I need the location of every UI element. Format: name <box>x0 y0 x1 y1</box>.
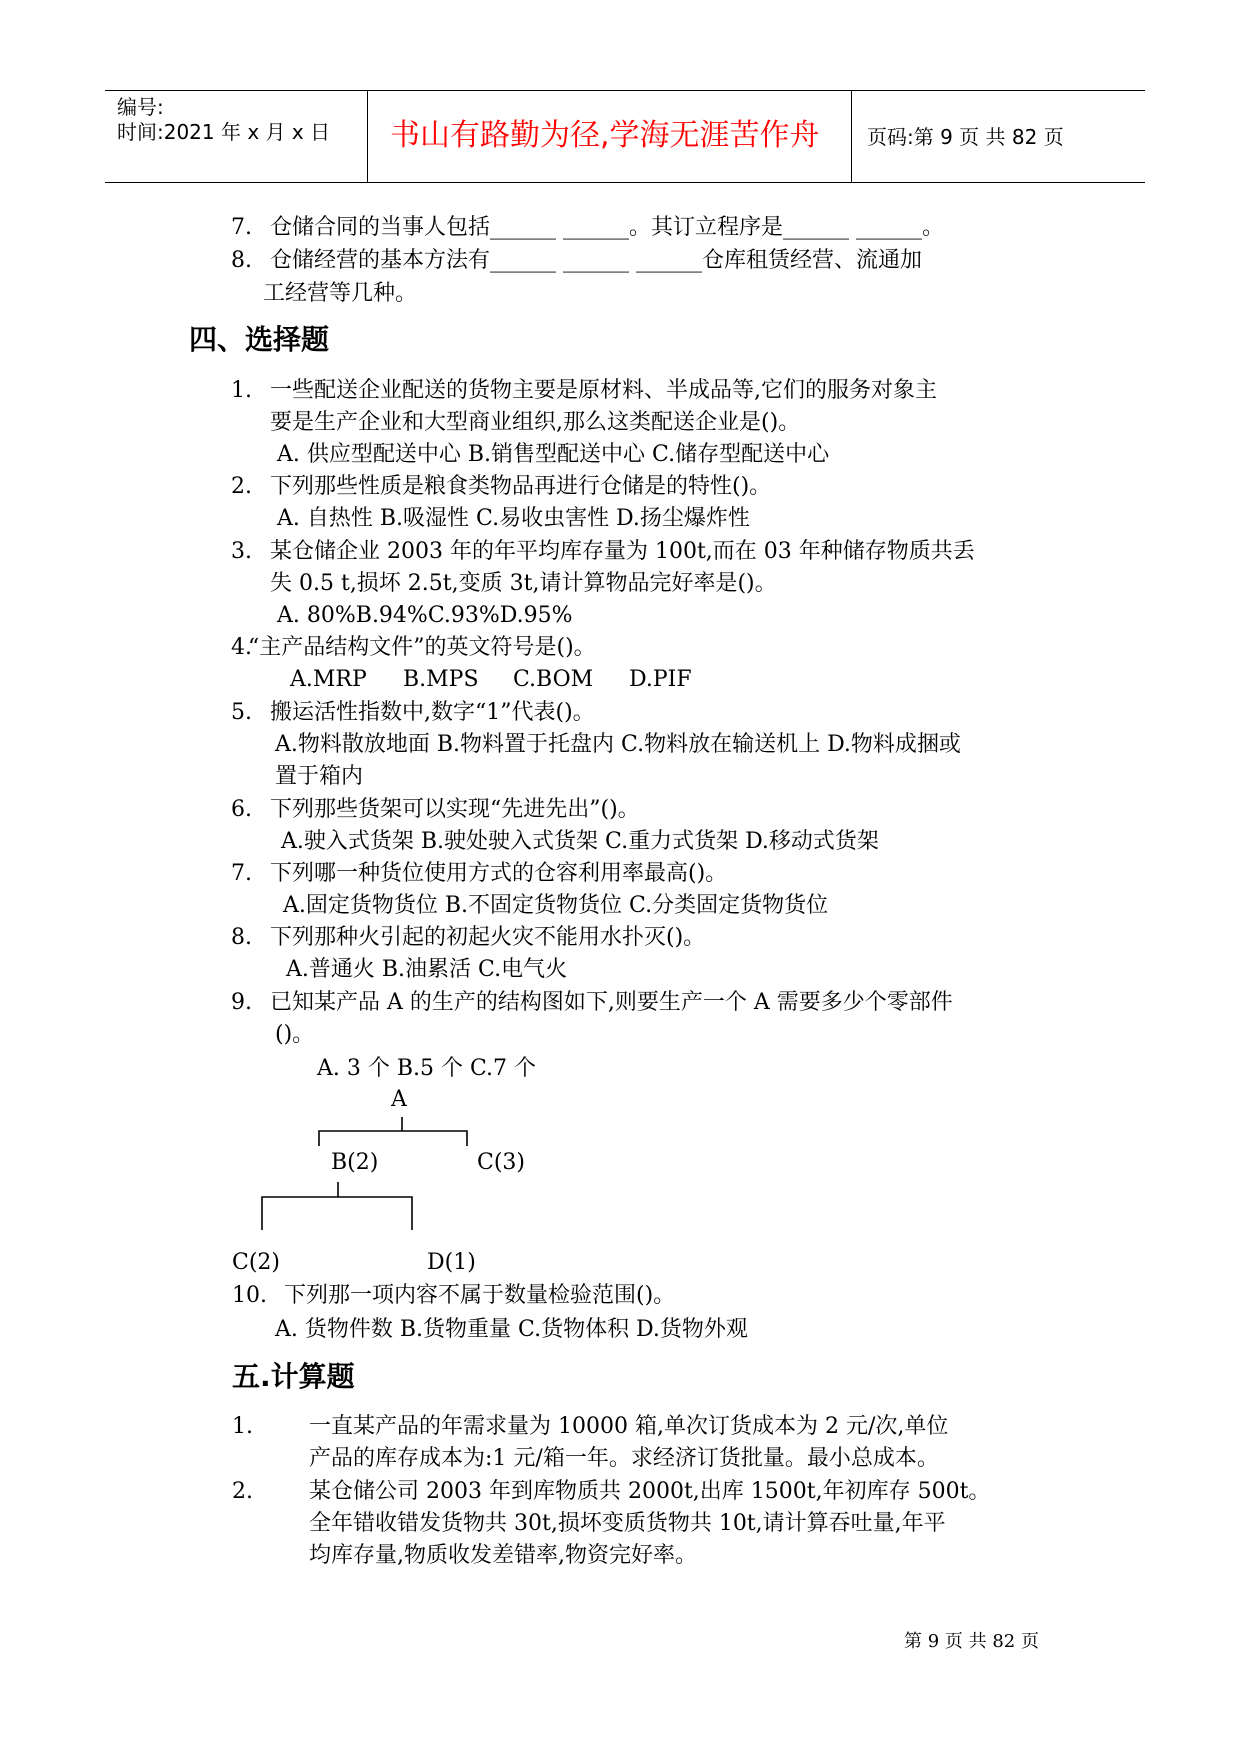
problem-text: 均库存量,物质收发差错率,物资完好率。 <box>309 1543 697 1568</box>
question-number: 9. <box>231 990 252 1015</box>
question-number: 1. <box>231 378 252 403</box>
serial-label: 编号: <box>117 95 164 119</box>
question-text: 一些配送企业配送的货物主要是原材料、半成品等,它们的服务对象主 <box>270 378 937 403</box>
question-text: 仓储经营的基本方法有______ ______ ______仓库租赁经营、流通加 <box>270 248 922 273</box>
question-number: 7. <box>231 861 252 886</box>
question-options: A.物料散放地面 B.物料置于托盘内 C.物料放在输送机上 D.物料成捆或 <box>275 732 961 757</box>
question-text: 下列哪一种货位使用方式的仓容利用率最高()。 <box>270 861 728 886</box>
question-text: 已知某产品 A 的生产的结构图如下,则要生产一个 A 需要多少个零部件 <box>270 990 953 1015</box>
question-number: 5. <box>231 700 252 725</box>
question-text: 下列那些货架可以实现“先进先出”()。 <box>270 797 640 822</box>
question-text: 下列那种火引起的初起火灾不能用水扑灭()。 <box>270 925 706 950</box>
problem-text: 一直某产品的年需求量为 10000 箱,单次订货成本为 2 元/次,单位 <box>309 1414 949 1439</box>
question-number: 10. <box>232 1283 267 1308</box>
problem-number: 2. <box>232 1479 253 1504</box>
question-options: A. 供应型配送中心 B.销售型配送中心 C.储存型配送中心 <box>277 442 830 467</box>
question-options: A.普通火 B.油累活 C.电气火 <box>286 957 568 982</box>
question-options: A. 3 个 B.5 个 C.7 个 <box>317 1056 537 1081</box>
question-number: 2. <box>231 474 252 499</box>
option-a: A.MRP <box>290 667 367 692</box>
option-c: C.BOM <box>513 667 594 692</box>
problem-text: 全年错收错发货物共 30t,损坏变质货物共 10t,请计算吞吐量,年平 <box>309 1511 946 1536</box>
question-text: ()。 <box>275 1022 315 1047</box>
page-label: 页码:第 9 页 共 82 页 <box>867 125 1064 149</box>
option-b: B.MPS <box>403 667 479 692</box>
question-text: 下列那一项内容不属于数量检验范围()。 <box>284 1283 676 1308</box>
section-title: 四、选择题 <box>189 323 330 356</box>
question-options: A.驶入式货架 B.驶处驶入式货架 C.重力式货架 D.移动式货架 <box>281 829 879 854</box>
question-text: 工经营等几种。 <box>263 281 418 306</box>
problem-number: 1. <box>232 1414 253 1439</box>
problem-text: 某仓储公司 2003 年到库物质共 2000t,出库 1500t,年初库存 500t。 <box>309 1479 991 1504</box>
tree-node-b: B(2) <box>331 1150 379 1175</box>
tree-node-c3: C(3) <box>477 1150 525 1175</box>
question-text: 要是生产企业和大型商业组织,那么这类配送企业是()。 <box>270 410 801 435</box>
time-label: 时间:2021 年 x 月 x 日 <box>117 120 331 144</box>
question-text: 搬运活性指数中,数字“1”代表()。 <box>270 700 595 725</box>
section-title: 五.计算题 <box>232 1360 355 1393</box>
header-motto: 书山有路勤为径,学海无涯苦作舟 <box>390 118 820 153</box>
question-number: 4. <box>231 635 252 660</box>
question-number: 7. <box>231 215 252 240</box>
page-footer: 第 9 页 共 82 页 <box>904 1631 1039 1652</box>
question-options: A. 货物件数 B.货物重量 C.货物体积 D.货物外观 <box>275 1317 748 1342</box>
option-d: D.PIF <box>629 667 692 692</box>
question-options: A.固定货物货位 B.不固定货物货位 C.分类固定货物货位 <box>283 893 829 918</box>
question-text: 下列那些性质是粮食类物品再进行仓储是的特性()。 <box>270 474 772 499</box>
question-options: A. 80%B.94%C.93%D.95% <box>277 603 573 628</box>
question-text: 仓储合同的当事人包括______ ______。其订立程序是______ ______。 <box>270 215 944 240</box>
problem-text: 产品的库存成本为:1 元/箱一年。求经济订货批量。最小总成本。 <box>309 1446 939 1471</box>
question-number: 6. <box>231 797 252 822</box>
question-text: “主产品结构文件”的英文符号是()。 <box>248 635 596 660</box>
tree-node-c2: C(2) <box>232 1250 280 1275</box>
question-options: A. 自热性 B.吸湿性 C.易收虫害性 D.扬尘爆炸性 <box>277 506 750 531</box>
question-text: 某仓储企业 2003 年的年平均库存量为 100t,而在 03 年种储存物质共丢 <box>270 539 975 564</box>
question-number: 8. <box>231 925 252 950</box>
question-options: 置于箱内 <box>275 764 364 789</box>
question-number: 3. <box>231 539 252 564</box>
tree-node-d: D(1) <box>427 1250 476 1275</box>
tree-node-a: A <box>391 1087 407 1112</box>
question-number: 8. <box>231 248 252 273</box>
question-text: 失 0.5 t,损坏 2.5t,变质 3t,请计算物品完好率是()。 <box>270 571 777 596</box>
